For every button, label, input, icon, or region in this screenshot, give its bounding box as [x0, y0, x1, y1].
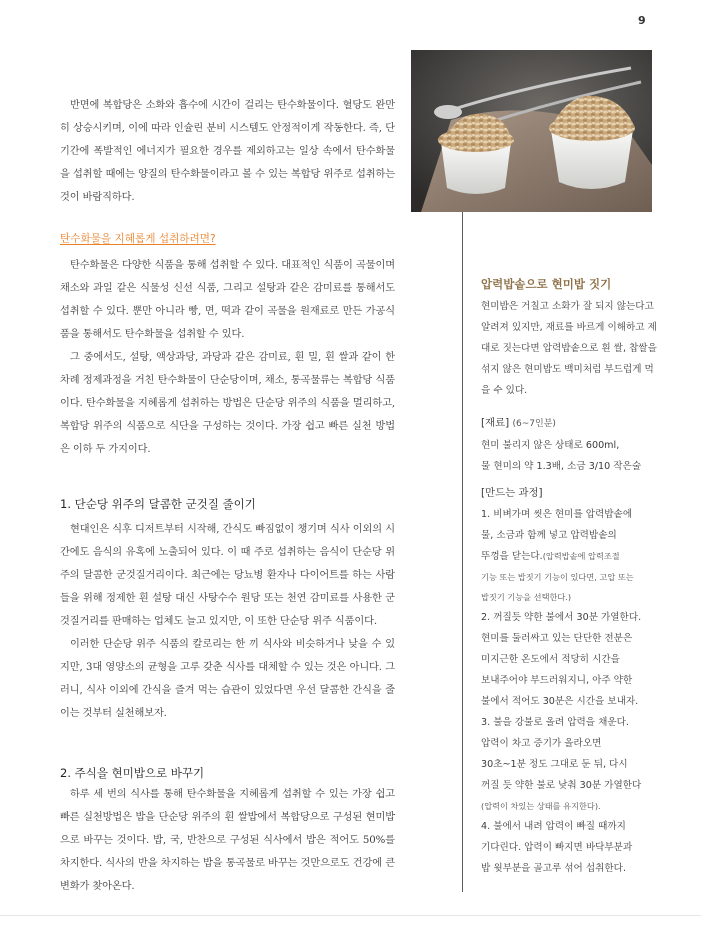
point2-heading: 2. 주식을 현미밥으로 바꾸기: [60, 766, 205, 780]
intro-block: [60, 94, 395, 209]
point1-heading: 1. 단순당 위주의 달콤한 군것질 줄이기: [60, 497, 256, 511]
point1-body: [60, 518, 395, 725]
step2-line-5: 불에서 적어도 30분은 시간을 보내자.: [481, 696, 639, 707]
intro-paragraph: 반면에 복합당은 소화와 흡수에 시간이 걸리는 탄수화물이다. 혈당도 완만히 상승시키며, 이에 따라 인슐린 분비 시스템도 안정적이게 작동한다. 즉, 단기간에 폭발적인 에너지가 필요한 경우를 제외하고는 일상 속에서 탄수화물을 섭취할 때에는 양질의 탄수화물이라고 볼 수 있는 복합당 위주로 섭취하는 것이 바람직하다.: [60, 100, 395, 203]
step3-note: (압력이 차있는 상태를 유지한다).: [481, 801, 601, 811]
step1-line-2: 물, 소금과 함께 넣고 압력밥솥의: [481, 530, 617, 541]
sidebar-divider: [462, 212, 463, 892]
section-paragraph-2: 그 중에서도, 설탕, 액상과당, 과당과 같은 감미료, 흰 밀, 흰 쌀과 같이 한차례 정제과정을 거친 탄수화물이 단순당이며, 채소, 통곡물류는 복합당 식품이다. 탄수화물을 지혜롭게 섭취하는 방법은 단순당 위주의 식품을 멀리하고, 복합당 위주의 식품으로 식단을 구성하는 것이다. 가장 쉽고 빠른 실천 방법은 이하 두 가지이다.: [60, 352, 395, 455]
step1-note-line-1: 기능 또는 밥짓기 기능이 있다면, 고압 또는: [481, 572, 634, 582]
step1-line-3: [481, 546, 658, 567]
step3-line-1: 3. 불을 강불로 올려 압력을 채운다.: [481, 717, 629, 728]
step1-line-3-text: 뚜껑을 닫는다.: [481, 551, 543, 562]
point1-paragraph-1: 현대인은 식후 디저트부터 시작해, 간식도 빠짐없이 챙기며 식사 이외의 시간에도 음식의 유혹에 노출되어 있다. 이 때 주로 섭취하는 음식이 단순당 위주의 달콤한 군것질거리이다. 최근에는 당뇨병 환자나 다이어트를 하는 사람들을 위해 정제한 흰 설탕 대신 사탕수수 원당 또는 천연 감미료를 사용한 군것질거리를 판매하는 업체도 늘고 있지만, 이 또한 단순당 위주 식품이다.: [60, 524, 395, 627]
step3-line-3: 30초~1분 정도 그대로 둔 뒤, 다시: [481, 759, 628, 770]
step3-line-4: 꺼질 듯 약한 불로 낮춰 30분 가열한다: [481, 780, 642, 791]
recipe-sidebar: [481, 276, 658, 879]
rice-bowls-photo: [411, 50, 652, 212]
recipe-title: 압력밥솥으로 현미밥 짓기: [481, 277, 612, 291]
section-heading: 탄수화물을 지혜롭게 섭취하려면?: [60, 233, 216, 245]
steps-label: [만드는 과정]: [481, 487, 543, 499]
step2-line-4: 보내주어야 부드러워지니, 아주 약한: [481, 675, 633, 686]
ingredients-serving: (6~7인분): [512, 419, 556, 429]
ingredients-line-2: 물 현미의 약 1.3배, 소금 3/10 작은술: [481, 461, 642, 472]
step4-line-2: 기다린다. 압력이 빠지면 바닥부분과: [481, 842, 633, 853]
ingredients-heading: [481, 413, 658, 435]
step1-line-1: 1. 비벼가며 씻은 현미를 압력밥솥에: [481, 509, 633, 520]
step3-line-2: 압력이 차고 증기가 올라오면: [481, 738, 602, 749]
footer-rule: [0, 915, 701, 916]
point1-paragraph-2: 이러한 단순당 위주 식품의 칼로리는 한 끼 식사와 비슷하거나 낮을 수 있지만, 3대 영양소의 균형을 고루 갖춘 식사를 대체할 수 있는 것은 아니다. 그러니, 식사 이외에 간식을 즐겨 먹는 습관이 있었다면 우선 달콤한 간식을 줄이는 것부터 실천해보자.: [60, 639, 395, 719]
step2-line-3: 미지근한 온도에서 적당히 시간을: [481, 654, 620, 665]
point2-body: [60, 783, 395, 898]
page-number: 9: [638, 14, 646, 27]
step1-note-inline: (압력밥솥에 압력조절: [542, 551, 620, 561]
step2-line-2: 현미를 둘러싸고 있는 단단한 전분은: [481, 633, 633, 644]
ingredients-line-1: 현미 불리지 않은 상태로 600ml,: [481, 440, 620, 451]
step2-line-1: 2. 꺼질듯 약한 불에서 30분 가열한다.: [481, 612, 642, 623]
section-body: [60, 254, 395, 461]
recipe-intro: 현미밥은 거칠고 소화가 잘 되지 않는다고 알려져 있지만, 재료를 바르게 이해하고 제대로 짓는다면 압력밥솥으로 흰 쌀, 찹쌀을 섞지 않은 현미밥도 백미처럼 부드럽게 먹을 수 있다.: [481, 301, 657, 396]
point2-paragraph-1: 하루 세 번의 식사를 통해 탄수화물을 지혜롭게 섭취할 수 있는 가장 쉽고 빠른 실천방법은 밥을 단순당 위주의 흰 쌀밥에서 복합당으로 구성된 현미밥으로 바꾸는 것이다. 밥, 국, 반찬으로 구성된 식사에서 밥은 적어도 50%를 차지한다. 식사의 반을 차지하는 밥을 통곡물로 바꾸는 것만으로도 건강에 큰 변화가 찾아온다.: [60, 789, 395, 892]
section-paragraph-1: 탄수화물은 다양한 식품을 통해 섭취할 수 있다. 대표적인 식품이 곡물이며 채소와 과일 같은 식물성 신선 식품, 그리고 설탕과 같은 감미료를 통해서도 섭취할 수 있다. 뿐만 아니라 빵, 면, 떡과 같이 곡물을 원재료로 만든 가공식품을 통해서도 탄수화물을 섭취할 수 있다.: [60, 260, 395, 340]
step4-line-3: 밥 윗부분을 골고루 섞어 섭취한다.: [481, 863, 626, 874]
step1-note-line-2: 밥짓기 기능을 선택한다.): [481, 592, 572, 602]
ingredients-label: [재료]: [481, 417, 510, 429]
step4-line-1: 4. 불에서 내려 압력이 빠질 때까지: [481, 821, 626, 832]
